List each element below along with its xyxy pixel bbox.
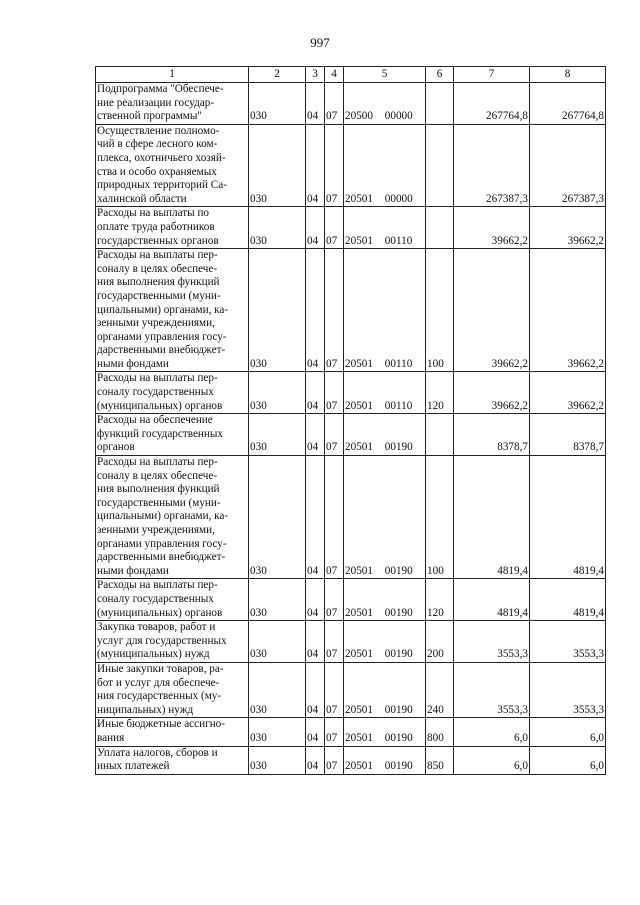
description-line: Уплата налогов, сборов и xyxy=(97,746,218,759)
amount-cell-8: 6,0 xyxy=(530,718,606,746)
admin-code-cell: 030 xyxy=(249,621,306,663)
amount-cell-8: 3553,3 xyxy=(530,662,606,717)
description-line: Расходы на выплаты по xyxy=(97,207,210,220)
table-row xyxy=(96,249,606,372)
subsection-code-cell: 07 xyxy=(325,746,344,774)
table-row xyxy=(96,456,606,579)
target-article-cell: 20501 00190 xyxy=(344,621,426,663)
subsection-code-cell: 07 xyxy=(325,207,344,249)
target-article-cell: 20501 00190 xyxy=(344,746,426,774)
description-line: Осуществление полномо- xyxy=(97,124,220,137)
description-line: ние реализации государ- xyxy=(97,96,215,109)
amount-cell-8: 39662,2 xyxy=(530,207,606,249)
subsection-code-cell: 07 xyxy=(325,621,344,663)
section-code-cell: 04 xyxy=(306,662,325,717)
subsection-code-cell: 07 xyxy=(325,662,344,717)
description-line: Расходы на выплаты пер- xyxy=(97,249,218,262)
description-line: органами управления госу- xyxy=(97,330,227,343)
description-cell xyxy=(96,83,249,125)
table-row xyxy=(96,207,606,249)
admin-code-cell: 030 xyxy=(249,124,306,207)
amount-cell-7: 39662,2 xyxy=(454,372,530,414)
target-article-cell: 20501 00190 xyxy=(344,414,426,456)
amount-cell-8: 3553,3 xyxy=(530,621,606,663)
description-line: дарственными внебюджет- xyxy=(97,344,226,357)
target-article-cell: 20501 00110 xyxy=(344,207,426,249)
expense-type-cell: 850 xyxy=(426,746,454,774)
admin-code-cell: 030 xyxy=(249,249,306,372)
description-line: Расходы на выплаты пер- xyxy=(97,372,218,385)
description-cell xyxy=(96,718,249,746)
description-line: Иные бюджетные ассигно- xyxy=(97,718,225,731)
amount-cell-7: 4819,4 xyxy=(454,579,530,621)
description-line: услуг для государственных xyxy=(97,634,227,647)
description-line: ными фондами xyxy=(97,357,169,370)
section-code-cell: 04 xyxy=(306,372,325,414)
column-header: 5 xyxy=(344,67,426,83)
subsection-code-cell: 07 xyxy=(325,83,344,125)
table-row xyxy=(96,372,606,414)
section-code-cell: 04 xyxy=(306,414,325,456)
description-cell xyxy=(96,456,249,579)
amount-cell-8: 6,0 xyxy=(530,746,606,774)
description-cell xyxy=(96,662,249,717)
column-header: 2 xyxy=(249,67,306,83)
description-line: ными фондами xyxy=(97,564,169,577)
column-header: 6 xyxy=(426,67,454,83)
admin-code-cell: 030 xyxy=(249,456,306,579)
table-row xyxy=(96,621,606,663)
description-line: ципальными) органами, ка- xyxy=(97,303,229,316)
expense-type-cell: 100 xyxy=(426,456,454,579)
description-line: Расходы на обеспечение xyxy=(97,414,213,427)
subsection-code-cell: 07 xyxy=(325,249,344,372)
admin-code-cell: 030 xyxy=(249,372,306,414)
description-line: ния государственных (му- xyxy=(97,690,222,703)
column-header: 4 xyxy=(325,67,344,83)
amount-cell-7: 6,0 xyxy=(454,718,530,746)
admin-code-cell: 030 xyxy=(249,579,306,621)
subsection-code-cell: 07 xyxy=(325,579,344,621)
amount-cell-7: 3553,3 xyxy=(454,662,530,717)
target-article-cell: 20501 00110 xyxy=(344,372,426,414)
description-line: государственными (муни- xyxy=(97,289,221,302)
subsection-code-cell: 07 xyxy=(325,414,344,456)
description-line: бот и услуг для обеспече- xyxy=(97,676,220,689)
description-line: Закупка товаров, работ и xyxy=(97,621,216,634)
description-line: соналу государственных xyxy=(97,386,214,399)
target-article-cell: 20501 00190 xyxy=(344,718,426,746)
description-line: дарственными внебюджет- xyxy=(97,551,226,564)
amount-cell-7: 267764,8 xyxy=(454,83,530,125)
description-line: ния выполнения функций xyxy=(97,483,220,496)
amount-cell-7: 6,0 xyxy=(454,746,530,774)
description-line: (муниципальных) нужд xyxy=(97,648,210,661)
amount-cell-7: 39662,2 xyxy=(454,249,530,372)
description-cell xyxy=(96,124,249,207)
section-code-cell: 04 xyxy=(306,621,325,663)
description-line: вания xyxy=(97,731,125,744)
description-line: соналу в целях обеспече- xyxy=(97,469,218,482)
target-article-cell: 20501 00190 xyxy=(344,579,426,621)
table-row xyxy=(96,746,606,774)
description-line: природных территорий Са- xyxy=(97,179,227,192)
amount-cell-8: 39662,2 xyxy=(530,249,606,372)
description-line: государственными (муни- xyxy=(97,496,221,509)
description-line: Иные закупки товаров, ра- xyxy=(97,662,224,675)
description-line: зенными учреждениями, xyxy=(97,524,215,536)
description-cell xyxy=(96,579,249,621)
amount-cell-8: 8378,7 xyxy=(530,414,606,456)
section-code-cell: 04 xyxy=(306,124,325,207)
description-cell xyxy=(96,414,249,456)
description-line: ства и особо охраняемых xyxy=(97,165,217,178)
target-article-cell: 20501 00110 xyxy=(344,249,426,372)
section-code-cell: 04 xyxy=(306,579,325,621)
description-line: функций государственных xyxy=(97,427,224,440)
description-line: (муниципальных) органов xyxy=(97,606,223,619)
table-row xyxy=(96,124,606,207)
description-line: органов xyxy=(97,441,135,454)
section-code-cell: 04 xyxy=(306,249,325,372)
description-line: Подпрограмма "Обеспече- xyxy=(97,83,224,95)
description-line: Расходы на выплаты пер- xyxy=(97,579,218,592)
section-code-cell: 04 xyxy=(306,207,325,249)
table-header-row xyxy=(96,67,606,83)
description-line: халинской области xyxy=(97,192,187,205)
description-cell xyxy=(96,249,249,372)
subsection-code-cell: 07 xyxy=(325,124,344,207)
description-cell xyxy=(96,746,249,774)
subsection-code-cell: 07 xyxy=(325,718,344,746)
expense-type-cell xyxy=(426,414,454,456)
description-line: соналу государственных xyxy=(97,592,214,605)
description-cell xyxy=(96,621,249,663)
section-code-cell: 04 xyxy=(306,456,325,579)
description-line: плекса, охотничьего хозяй- xyxy=(97,151,226,164)
expense-type-cell: 100 xyxy=(426,249,454,372)
amount-cell-8: 267387,3 xyxy=(530,124,606,207)
description-line: Расходы на выплаты пер- xyxy=(97,456,218,469)
expense-type-cell: 120 xyxy=(426,579,454,621)
description-line: (муниципальных) органов xyxy=(97,399,223,412)
amount-cell-8: 4819,4 xyxy=(530,579,606,621)
target-article-cell: 20501 00000 xyxy=(344,124,426,207)
subsection-code-cell: 07 xyxy=(325,372,344,414)
target-article-cell: 20500 00000 xyxy=(344,83,426,125)
amount-cell-8: 267764,8 xyxy=(530,83,606,125)
table-row xyxy=(96,83,606,125)
amount-cell-7: 39662,2 xyxy=(454,207,530,249)
column-header: 3 xyxy=(306,67,325,83)
description-line: ния выполнения функций xyxy=(97,276,220,289)
admin-code-cell: 030 xyxy=(249,207,306,249)
expense-type-cell: 240 xyxy=(426,662,454,717)
description-cell xyxy=(96,207,249,249)
section-code-cell: 04 xyxy=(306,718,325,746)
budget-table xyxy=(95,66,606,775)
amount-cell-7: 4819,4 xyxy=(454,456,530,579)
description-line: государственных органов xyxy=(97,234,219,247)
amount-cell-8: 4819,4 xyxy=(530,456,606,579)
expense-type-cell: 120 xyxy=(426,372,454,414)
column-header: 1 xyxy=(96,67,249,83)
amount-cell-7: 267387,3 xyxy=(454,124,530,207)
admin-code-cell: 030 xyxy=(249,746,306,774)
expense-type-cell xyxy=(426,83,454,125)
description-cell xyxy=(96,372,249,414)
column-header: 8 xyxy=(530,67,606,83)
description-line: иных платежей xyxy=(97,760,170,773)
target-article-cell: 20501 00190 xyxy=(344,456,426,579)
amount-cell-7: 3553,3 xyxy=(454,621,530,663)
subsection-code-cell: 07 xyxy=(325,456,344,579)
description-line: соналу в целях обеспече- xyxy=(97,262,218,275)
admin-code-cell: 030 xyxy=(249,83,306,125)
section-code-cell: 04 xyxy=(306,746,325,774)
admin-code-cell: 030 xyxy=(249,414,306,456)
target-article-cell: 20501 00190 xyxy=(344,662,426,717)
expense-type-cell: 200 xyxy=(426,621,454,663)
column-header: 7 xyxy=(454,67,530,83)
description-line: ципальными) органами, ка- xyxy=(97,510,229,523)
expense-type-cell xyxy=(426,207,454,249)
description-line: органами управления госу- xyxy=(97,537,227,550)
table-row xyxy=(96,662,606,717)
description-line: ниципальных) нужд xyxy=(97,703,194,716)
expense-type-cell: 800 xyxy=(426,718,454,746)
description-line: ственной программы" xyxy=(97,110,202,123)
amount-cell-7: 8378,7 xyxy=(454,414,530,456)
expense-type-cell xyxy=(426,124,454,207)
description-line: оплате труда работников xyxy=(97,220,215,233)
admin-code-cell: 030 xyxy=(249,662,306,717)
table-row xyxy=(96,579,606,621)
section-code-cell: 04 xyxy=(306,83,325,125)
amount-cell-8: 39662,2 xyxy=(530,372,606,414)
description-line: зенными учреждениями, xyxy=(97,317,215,330)
admin-code-cell: 030 xyxy=(249,718,306,746)
page-number: 997 xyxy=(310,35,330,50)
description-line: чий в сфере лесного ком- xyxy=(97,138,218,151)
table-row xyxy=(96,718,606,746)
table-body xyxy=(96,83,606,775)
table-row xyxy=(96,414,606,456)
